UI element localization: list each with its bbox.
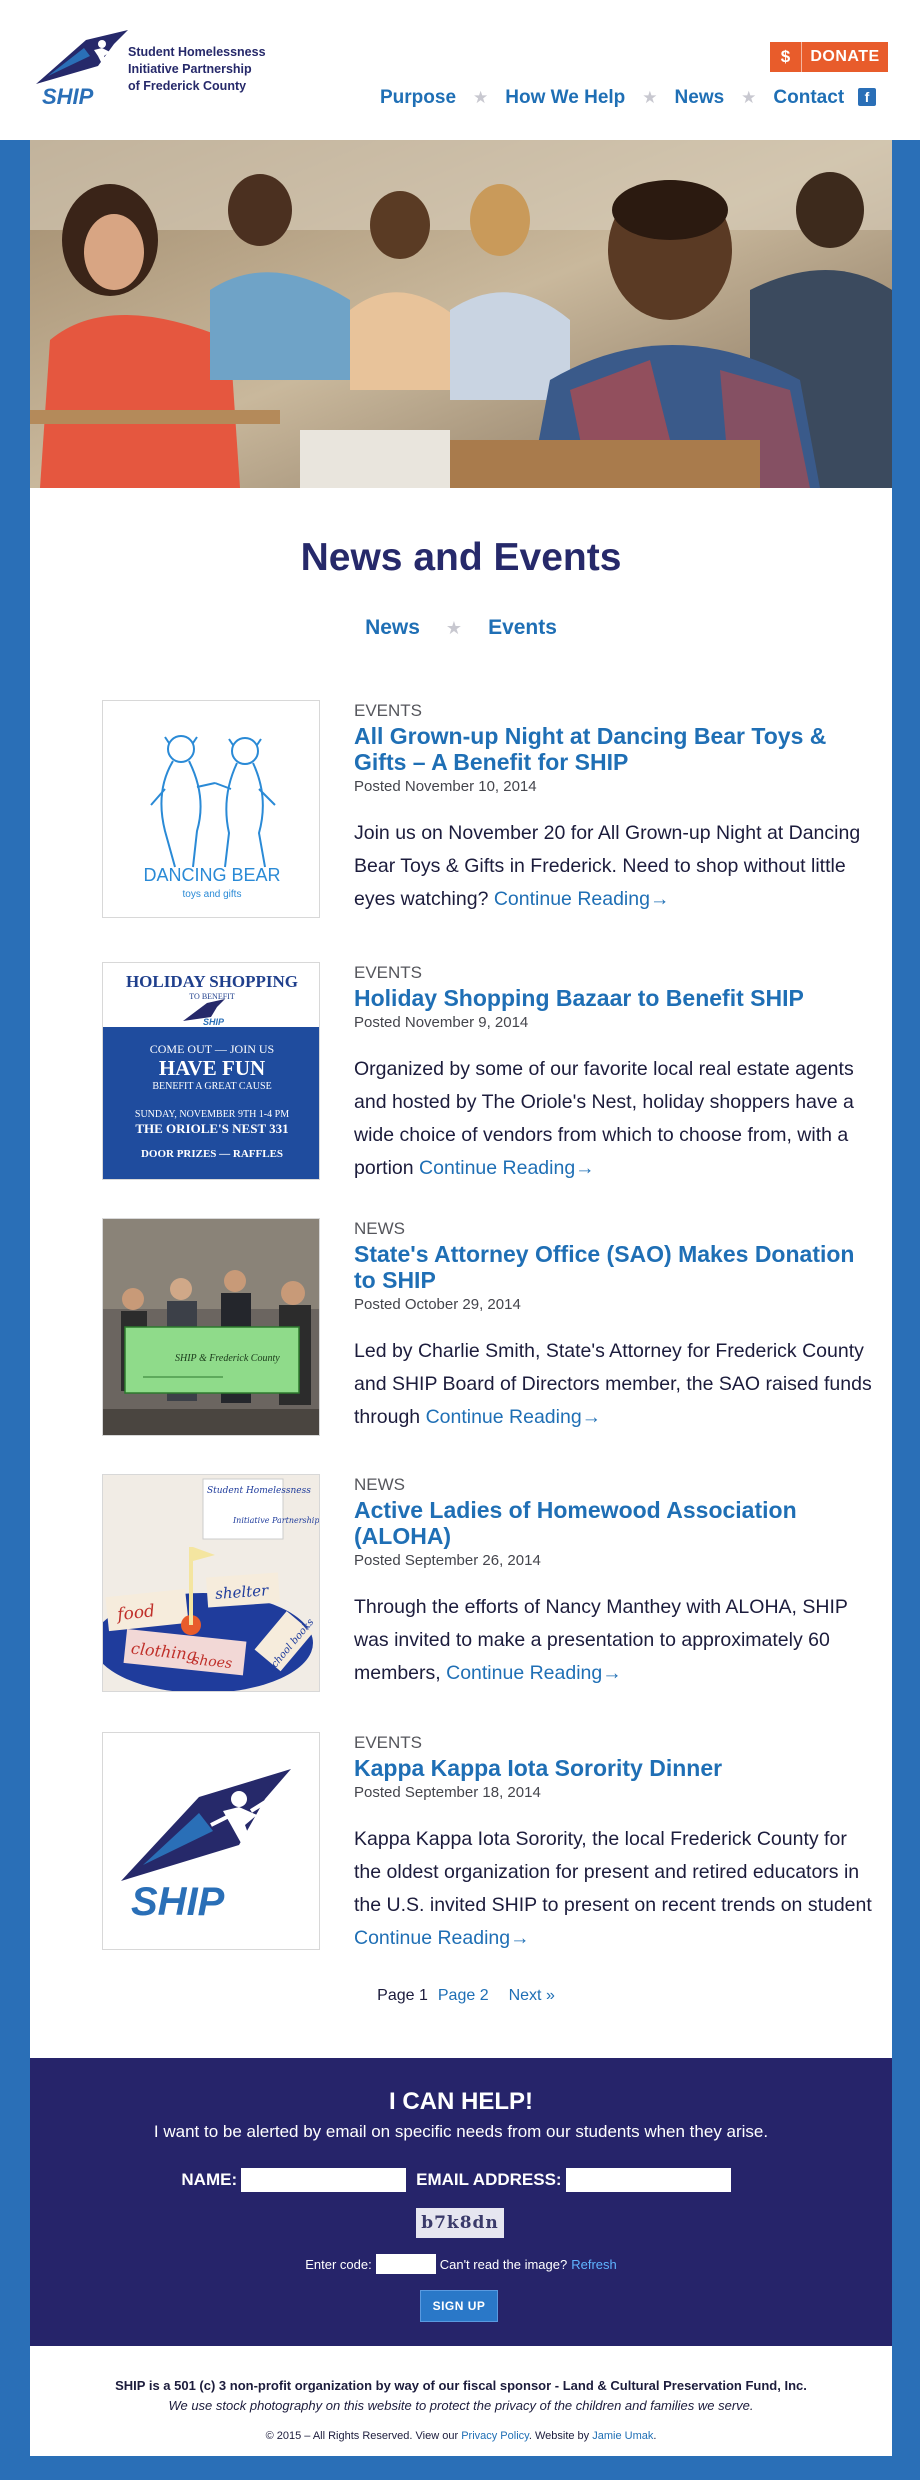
thumb-text: shoes: [191, 1652, 233, 1673]
site-footer: [30, 2346, 892, 2456]
post-date: Posted November 9, 2014: [354, 1014, 529, 1031]
page-2-link[interactable]: Page 2: [437, 1987, 489, 2004]
post-excerpt: [354, 1823, 874, 1955]
enter-code-label: Enter code:: [305, 2256, 372, 2272]
thumb-text: THE ORIOLE'S NEST 331: [135, 1121, 289, 1136]
post-thumbnail[interactable]: [102, 962, 320, 1180]
facebook-icon[interactable]: f: [858, 88, 876, 106]
website-by-text: . Website by: [528, 2430, 590, 2442]
post-date: Posted November 10, 2014: [354, 778, 537, 795]
post-title-link[interactable]: All Grown-up Night at Dancing Bear Toys & Gifts – A Benefit for SHIP: [354, 723, 827, 775]
post-date: Posted October 29, 2014: [354, 1296, 521, 1313]
post-title-link[interactable]: Holiday Shopping Bazaar to Benefit SHIP: [354, 985, 804, 1011]
continue-reading-link[interactable]: Continue Reading→: [493, 888, 670, 910]
post-item: [102, 1732, 872, 1952]
email-label: EMAIL ADDRESS:: [416, 2170, 562, 2189]
post-title-link[interactable]: Active Ladies of Homewood Association (ALOHA): [354, 1497, 797, 1549]
nav-item-contact[interactable]: Contact: [773, 87, 845, 108]
post-item: [102, 1218, 872, 1438]
captcha-code-input[interactable]: [376, 2254, 436, 2274]
copyright-line: [30, 2430, 892, 2442]
post-date: Posted September 26, 2014: [354, 1552, 541, 1569]
continue-reading-link[interactable]: Continue Reading→: [425, 1406, 602, 1428]
org-name: [128, 44, 288, 95]
thumb-text: SHIP & Frederick County: [175, 1353, 280, 1364]
thumb-text: school books: [266, 1616, 317, 1674]
excerpt-text: Through the efforts of Nancy Manthey with ALOHA, SHIP was invited to make a presentation to approximately 60 members,: [354, 1596, 848, 1684]
post-thumbnail[interactable]: [102, 1474, 320, 1692]
thumb-text: COME OUT — JOIN US: [149, 1042, 275, 1056]
excerpt-text: Join us on November 20 for All Grown-up Night at Dancing Bear Toys & Gifts in Frederick. Need to shop without little eyes watching?: [354, 822, 861, 910]
copyright-text: © 2015 – All Rights Reserved. View our: [265, 2430, 459, 2442]
continue-reading-link[interactable]: Continue Reading→: [354, 1927, 530, 1949]
post-date: Posted September 18, 2014: [354, 1784, 541, 1801]
news-events-subnav: [30, 616, 892, 640]
post-thumbnail[interactable]: [102, 1732, 320, 1950]
subnav-item-news[interactable]: News: [365, 616, 420, 639]
post-body: [354, 1732, 874, 1955]
thumb-text: shelter: [214, 1581, 269, 1603]
post-title-link[interactable]: State's Attorney Office (SAO) Makes Donation to SHIP: [354, 1241, 855, 1293]
star-icon: ★: [445, 617, 463, 638]
help-title: I CAN HELP!: [389, 2088, 533, 2115]
post-body: [354, 962, 874, 1185]
post-excerpt: [354, 817, 874, 916]
thumb-text: DANCING BEAR: [143, 865, 281, 885]
pagination: [30, 1987, 892, 2005]
thumb-text: BENEFIT A GREAT CAUSE: [152, 1081, 272, 1092]
thumb-text: clothing: [130, 1638, 198, 1665]
refresh-captcha-link[interactable]: Refresh: [571, 2256, 617, 2272]
post-body: [354, 1474, 874, 1690]
excerpt-text: Kappa Kappa Iota Sorority, the local Frederick County for the oldest organization for present and retired educators in the U.S. invited SHIP to present on recent trends on student: [354, 1828, 872, 1916]
stock-photo-note: We use stock photography on this website to protect the privacy of the children and families we serve.: [168, 2398, 754, 2413]
post-item: [102, 700, 862, 920]
dollar-icon: $: [770, 42, 802, 72]
donate-label: DONATE: [810, 48, 880, 65]
current-page: Page 1: [377, 1987, 428, 2004]
end-period: .: [653, 2430, 657, 2442]
post-title-link[interactable]: Kappa Kappa Iota Sorority Dinner: [354, 1755, 723, 1781]
i-can-help-section: [30, 2058, 892, 2346]
post-item: [102, 1474, 862, 1694]
cant-read-text: Can't read the image?: [439, 2256, 568, 2272]
privacy-policy-link[interactable]: Privacy Policy: [461, 2430, 529, 2442]
author-link[interactable]: Jamie Umak: [592, 2430, 654, 2442]
subnav-item-events[interactable]: Events: [488, 616, 557, 639]
thumb-text: HAVE FUN: [158, 1056, 266, 1080]
excerpt-text: Organized by some of our favorite local real estate agents and hosted by The Oriole's Nest, holiday shoppers have a wide choice of vendors from which to choose from, with a portion: [354, 1058, 854, 1179]
continue-reading-link[interactable]: Continue Reading→: [446, 1662, 622, 1684]
post-body: [354, 1218, 874, 1434]
sign-up-button[interactable]: SIGN UP: [420, 2290, 498, 2322]
email-input[interactable]: [566, 2168, 731, 2192]
continue-reading-link[interactable]: Continue Reading→: [419, 1157, 595, 1179]
captcha-image: b7k8dn: [416, 2208, 504, 2238]
main-content: [30, 140, 892, 2058]
post-excerpt: [354, 1335, 874, 1434]
signup-form-row: [30, 2168, 892, 2192]
post-excerpt: [354, 1053, 874, 1185]
thumb-text: toys and gifts: [182, 889, 242, 900]
next-page-link[interactable]: Next »: [508, 1987, 555, 2004]
thumb-text: HOLIDAY SHOPPING: [125, 972, 299, 991]
excerpt-text: Led by Charlie Smith, State's Attorney for Frederick County and SHIP Board of Directors member, the SAO raised funds through: [354, 1340, 872, 1428]
nav-item-purpose[interactable]: Purpose: [380, 87, 457, 108]
post-body: [354, 700, 874, 916]
thumb-text: TO BENEFIT: [189, 992, 235, 1001]
post-item: [102, 962, 862, 1182]
post-category[interactable]: NEWS: [354, 1475, 405, 1494]
nav-item-news[interactable]: News: [674, 87, 725, 108]
hero-image: [30, 140, 892, 488]
post-category[interactable]: EVENTS: [354, 963, 423, 982]
thumb-text: SUNDAY, NOVEMBER 9TH 1-4 PM: [134, 1109, 290, 1120]
nonprofit-statement: SHIP is a 501 (c) 3 non-profit organization by way of our fiscal sponsor - Land & Cultural Preservation Fund, Inc.: [115, 2378, 807, 2393]
post-category[interactable]: NEWS: [354, 1219, 405, 1238]
name-input[interactable]: [241, 2168, 406, 2192]
captcha-row: [30, 2254, 892, 2274]
org-name-line: of Frederick County: [128, 79, 247, 93]
logo-word: SHIP: [42, 84, 94, 108]
star-icon: ★: [473, 88, 489, 107]
thumb-text: Student Homelessness: [207, 1486, 311, 1496]
thumb-text: food: [116, 1601, 156, 1626]
star-icon: ★: [741, 88, 757, 107]
ship-logo[interactable]: [28, 26, 138, 108]
help-subtitle: I want to be alerted by email on specific needs from our students when they arise.: [153, 2122, 769, 2141]
page-title: News and Events: [300, 536, 622, 579]
donate-button[interactable]: [770, 42, 888, 72]
post-excerpt: [354, 1591, 874, 1690]
thumb-text: SHIP: [131, 1880, 225, 1924]
thumb-text: SHIP: [203, 1017, 225, 1027]
org-name-line: Student Homelessness: [128, 45, 266, 59]
star-icon: ★: [642, 88, 658, 107]
site-header: [0, 0, 920, 140]
thumb-text: Initiative Partnership: [233, 1516, 320, 1525]
name-label: NAME:: [181, 2170, 238, 2189]
post-category[interactable]: EVENTS: [354, 701, 423, 720]
post-thumbnail[interactable]: [102, 700, 320, 918]
org-name-line: Initiative Partnership: [128, 62, 252, 76]
post-category[interactable]: EVENTS: [354, 1733, 423, 1752]
main-nav: [380, 84, 844, 112]
post-thumbnail[interactable]: [102, 1218, 320, 1436]
thumb-text: DOOR PRIZES — RAFFLES: [140, 1148, 284, 1160]
nav-item-how-we-help[interactable]: How We Help: [505, 87, 626, 108]
